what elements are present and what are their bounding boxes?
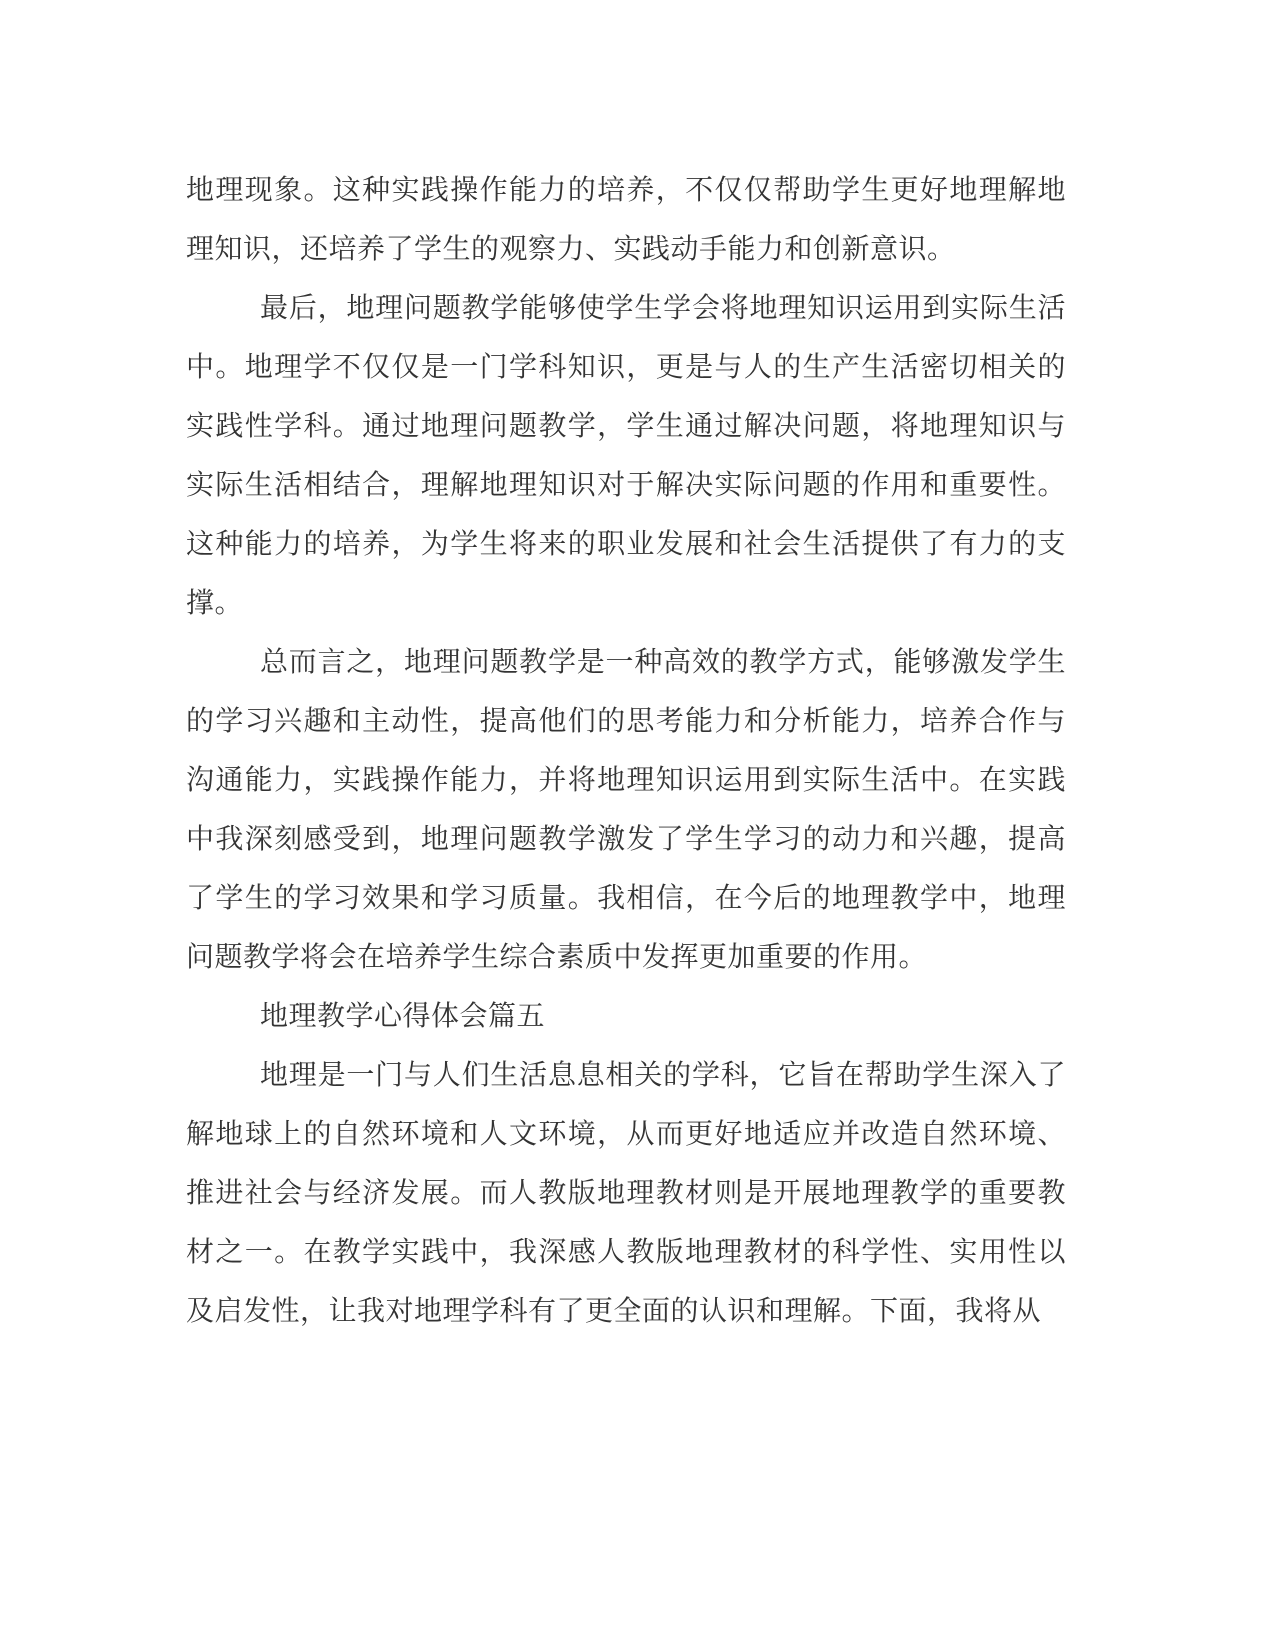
section-title: 地理教学心得体会篇五 [260, 999, 546, 1032]
paragraph-finally: 最后，地理问题教学能够使学生学会将地理知识运用到实际生活中。地理学不仅仅是一门学科知识，更是与人的生产生活密切相关的实践性学科。通过地理问题教学，学生通过解决问题，将地理知识与实际生活相结合，理解地理知识对于解决实际问题的作用和重要性。这种能力的培养，为学生将来的职业发展和社会生活提供了有力的支撑。 [186, 291, 1066, 619]
paragraph-continuation: 地理现象。这种实践操作能力的培养，不仅仅帮助学生更好地理解地理知识，还培养了学生的观察力、实践动手能力和创新意识。 [186, 173, 1066, 265]
paragraph-conclusion: 总而言之，地理问题教学是一种高效的教学方式，能够激发学生的学习兴趣和主动性，提高他们的思考能力和分析能力，培养合作与沟通能力，实践操作能力，并将地理知识运用到实际生活中。在实践中我深刻感受到，地理问题教学激发了学生学习的动力和兴趣，提高了学生的学习效果和学习质量。我相信，在今后的地理教学中，地理问题教学将会在培养学生综合素质中发挥更加重要的作用。 [186, 645, 1066, 973]
document-body [186, 160, 1066, 1340]
paragraph-section-five-intro: 地理是一门与人们生活息息相关的学科，它旨在帮助学生深入了解地球上的自然环境和人文环境，从而更好地适应并改造自然环境、推进社会与经济发展。而人教版地理教材则是开展地理教学的重要教材之一。在教学实践中，我深感人教版地理教材的科学性、实用性以及启发性，让我对地理学科有了更全面的认识和理解。下面，我将从 [186, 1058, 1066, 1327]
